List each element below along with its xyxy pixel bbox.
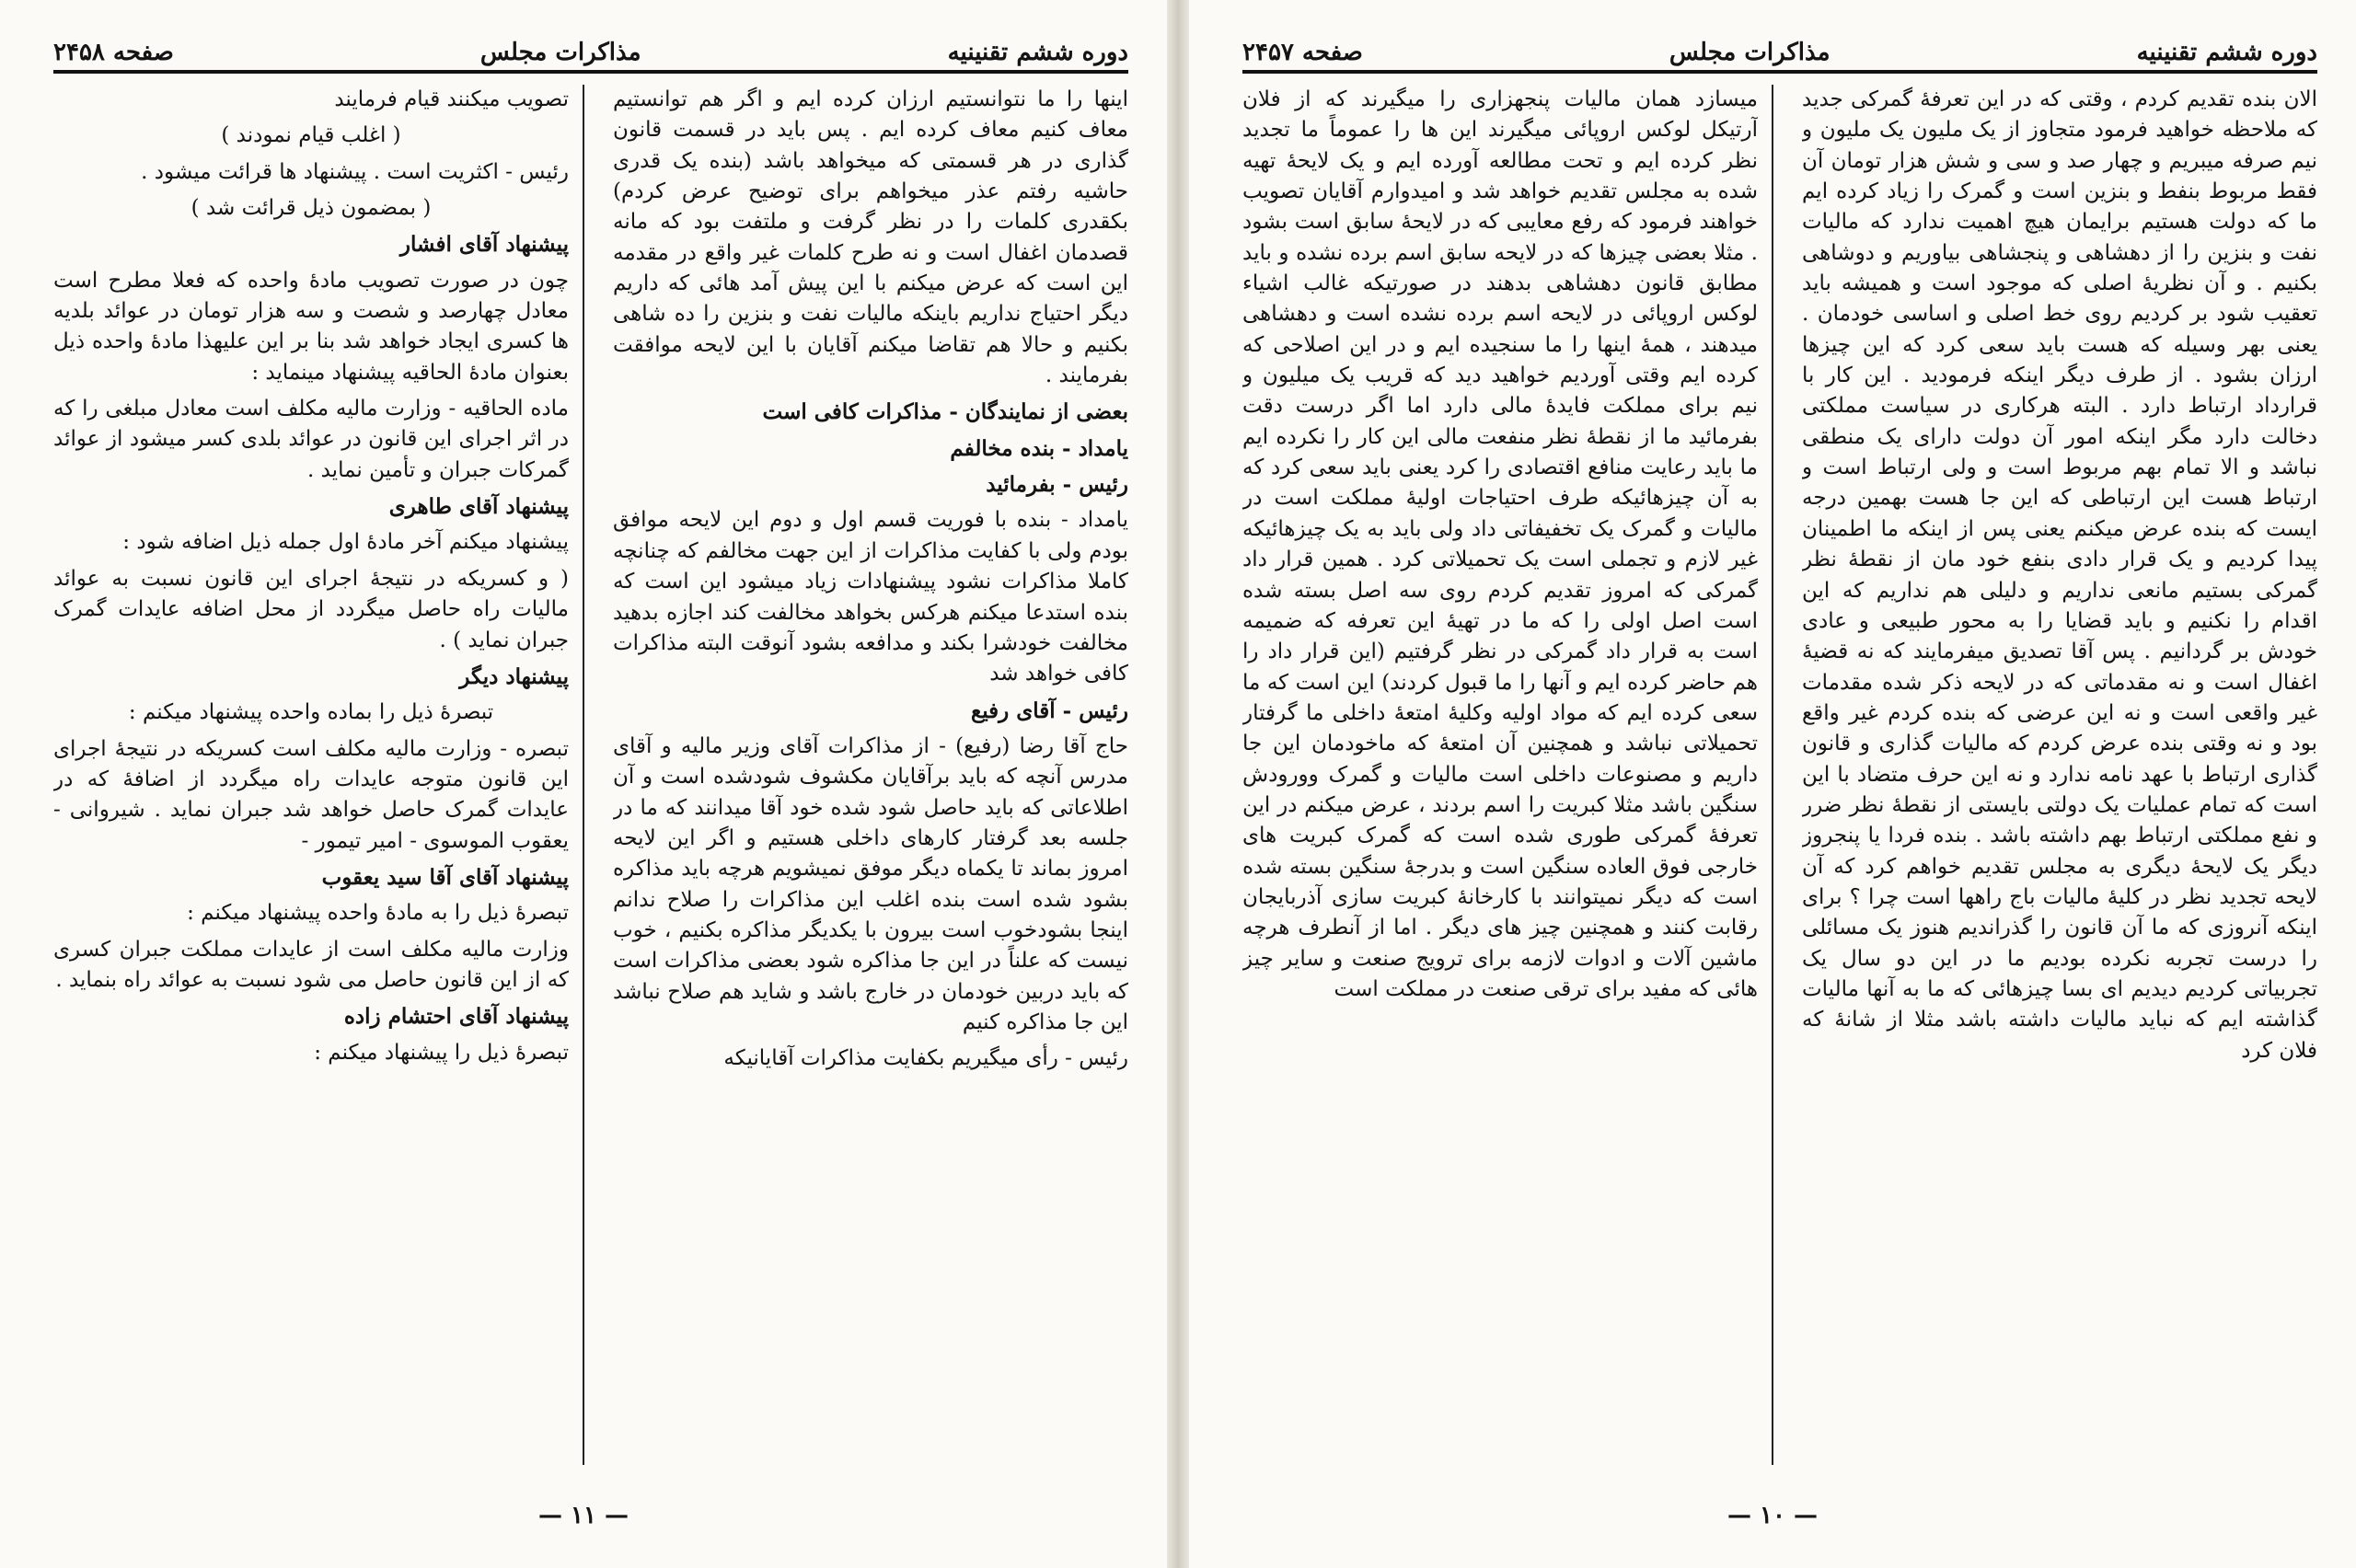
- paragraph: تبصرهٔ ذیل را به مادهٔ واحده پیشنهاد میکنم :: [187, 901, 569, 926]
- paragraph: میسازد همان مالیات پنجهزاری را میگیرند که از فلان آرتیکل لوکس اروپائی میگیرند این ها را عموماً ما تجدید نظر کرده ایم و تحت مطالعه آورده ایم و یک لایحهٔ تهیه شده به مجلس تقدیم خواهد شد و امیدوارم آقایان تصویب خواهند فرمود که رفع معایبی که در لایحهٔ سابق است بشود . مثلا بعضی چیزها که در لایحه سابق اسم برده نشده و باید مطابق قانون دهشاهی بدهند در صورتیکه غالب اشیاء لوکس اروپائی در لایحه اسم برده نشده است و دهشاهی میدهند ، همهٔ اینها را ما سنجیده ایم و در این اصلاحی که کرده ایم وقتی آوردیم خواهید دید که قریب یک میلیون و نیم برای مملکت فایدهٔ مالی دارد اما اگر درست دقت بفرمائید ما از نقطهٔ نظر منفعت مالی این کار را نکرده ایم ما باید رعایت منافع اقتصادی را کرد یعنی باید سعی کرد که به آن چیزهائیکه طرف احتیاجات اولیهٔ مملکت است در مالیات و گمرک یک تخفیفاتی داد ولی باید به یک چیزهائیکه غیر لازم و تجملی است یک تحمیلاتی کرد . همین قرار داد گمرکی که امروز تقدیم کردم روی سه اصل بسته شده است اصل اولی را که ما در تهیهٔ این تعرفه که ضمیمه است به قرار داد گمرکی در نظر گرفتیم (این قرار داد را هم حاضر کرده ایم و آنها را ما قبول کردند) این است که ما سعی کرده ایم که مواد اولیه وکلیهٔ امتعهٔ داخلی ما گرفتار تحمیلاتی نباشد و همچنین آن امتعهٔ که ماخودمان این جا داریم و مصنوعات داخلی است مالیات و گمرک وورودش سنگین باشد مثلا کبریت را اسم بردند ، عرض میکنم در این تعرفهٔ گمرکی طوری شده است که گمرک کبریت های خارجی فوق العاده سنگین است و بدرجهٔ سنگین بسته شده است که دیگر نمیتوانند با کارخانهٔ کبریت سازی آذربایجان رقابت کنند و همچنین چیز های دیگر . اما از آنطرف هرچه ماشین آلات و ادوات لازمه برای ترویج صنعت و سایر چیز هائی که مفید برای ترقی صنعت در مملکت است: [1242, 87, 1758, 1001]
- paragraph: تصویب میکنند قیام فرمایند: [334, 87, 569, 111]
- page-number-label: صفحه ۲۴۵۸: [53, 39, 174, 66]
- paragraph: ( اغلب قیام نمودند ): [221, 123, 401, 148]
- text-column-left: [53, 85, 569, 1465]
- header-rule: [1242, 70, 2317, 74]
- column-divider: [1772, 85, 1773, 1465]
- text-column-right: [613, 85, 1128, 1465]
- book-gutter: [1167, 0, 1189, 1568]
- paragraph: الان بنده تقدیم کردم ، وقتی که در این تعرفهٔ گمرکی جدید که ملاحظه خواهید فرمود متجاوز از یک ملیون یک ملیون و نیم صرفه میبریم و چهار صد و سی و شش هزار تومان آن فقط مربوط بنفط و بنزین است و گمرک را زیاد کرده ایم ما که دولت هستیم برایمان هیچ اهمیت ندارد که مالیات نفت و بنزین را از دهشاهی و پنجشاهی بیاوریم و دوشاهی بکنیم . و آن نظریهٔ اصلی که موجود است و همیشه باید تعقیب شود بر کردیم روی خط اصلی و اساسی خودمان . یعنی بهر وسیله که هست باید سعی کرد که این چیزها ارزان بشود . از طرف دیگر اینکه فرمودید . این کار با قرارداد ارتباط دارد . البته هرکاری در سیاست مملکتی دخالت دارد مگر اینکه امور آن دولت دارای یک منطقی نباشد و الا تمام بهم مربوط است و ولی ارتباط است و ارتباط هست این ارتباطی که این جا هست بهمین درجه ایست که بنده عرض میکنم یعنی پس از اینکه ما اطمینان پیدا کردیم و یک قرار دادی بنفع خود مان از نقطهٔ نظر گمرکی بستیم مانعی نداریم و دلیلی هم نداریم که این اقدام را نکنیم و باید قضایا را به محور طبیعی و عادی خودش بر گردانیم . پس آقا تصدیق میفرمایند که نه قضیهٔ اغفال است و نه مقدماتی که در لایحه ذکر شده مقدمات غیر واقعی است و نه این عرضی که بنده کردم غیر واقع بود و نه وقتی بنده عرض کردم که مالیات گذاری و قانون گذاری ارتباط با عهد نامه ندارد و نه این حرف متضاد با این است که تمام عملیات یک دولتی بایستی از نقطهٔ نظر ضرر و نفع مملکتی ارتباط بهم داشته باشد . بنده فردا یا پنجروز دیگر یک لایحهٔ دیگری به مجلس تقدیم خواهم کرد که آن لایحه تجدید نظر در کلیهٔ مالیات باج راهها است چرا ؟ برای اینکه آنروزی که ما آن قانون را گذراندیم هنوز یک مسائلی را درست تجربه نکرده بودیم ما در این دو سال یک تجربیاتی کردیم دیدیم ای بسا چیزهائی که ما به آنها مالیات گذاشته ایم که نباید مالیات داشته باشد مثلا از شانهٔ که فلان کرد: [1802, 87, 2317, 1063]
- paragraph: ( و کسریکه در نتیجهٔ اجرای این قانون نسبت به عوائد مالیات راه حاصل میگردد از محل اضافه عایدات گمرک جبران نماید ) .: [53, 566, 569, 652]
- paragraph: پیشنهاد میکنم آخر مادهٔ اول جمله ذیل اضافه شود :: [122, 530, 569, 555]
- parliament-period: دوره ششم تقنینیه: [947, 39, 1128, 66]
- paragraph: یامداد - بنده با فوریت قسم اول و دوم این لایحه موافق بودم ولی با کفایت مذاکرات از این جهت مخالفم که چنانچه کاملا مذاکرات نشود پیشنهادات زیاد میشود این است که بنده استدعا میکنم هرکس بخواهد مخالفت کند اجازه بدهید مخالفت خودشرا بکند و مدافعه بشود آنوقت البته مذاکرات کافی خواهد شد: [613, 508, 1128, 686]
- paragraph: پیشنهاد آقای طاهری: [388, 494, 569, 520]
- text-column-right: [1802, 85, 2317, 1465]
- paragraph: تبصرهٔ ذیل را پیشنهاد میکنم :: [314, 1040, 569, 1065]
- page-footer-number: — ۱۰ —: [1727, 1502, 1819, 1529]
- paragraph: تبصرهٔ ذیل را بماده واحده پیشنهاد میکنم :: [128, 700, 494, 725]
- paragraph: ( بمضمون ذیل قرائت شد ): [191, 196, 432, 221]
- paragraph: پیشنهاد آقای احتشام زاده: [343, 1004, 569, 1030]
- left-page: [0, 0, 1167, 1568]
- right-page: [1189, 0, 2356, 1568]
- paragraph: رئیس - آقای رفیع: [970, 698, 1128, 723]
- parliament-period: دوره ششم تقنینیه: [2136, 39, 2317, 66]
- paragraph: پیشنهاد آقای آقا سید یعقوب: [321, 864, 569, 890]
- paragraph: رئیس - اکثریت است . پیشنهاد ها قرائت میشود .: [141, 159, 569, 184]
- column-divider: [583, 85, 584, 1465]
- paragraph: ماده الحاقیه - وزارت مالیه مکلف است معادل مبلغی را که در اثر اجرای این قانون در عوائد بلدی کسر میشود از عوائد گمرکات جبران و تأمین نماید .: [53, 397, 569, 482]
- paragraph: چون در صورت تصویب مادهٔ واحده که فعلا مطرح است معادل چهارصد و شصت و سه هزار تومان در عوائد بلدیه ها کسری ایجاد خواهد شد بنا بر این علیهذا مادهٔ واحده ذیل بعنوان مادهٔ الحاقیه پیشنهاد مینماید :: [53, 268, 569, 385]
- paragraph: رئیس - رأی میگیریم بکفایت مذاکرات آقایانیکه: [723, 1046, 1128, 1071]
- page-number-label: صفحه ۲۴۵۷: [1242, 39, 1363, 66]
- journal-title: مذاکرات مجلس: [1669, 39, 1831, 66]
- paragraph: بعضی از نمایندگان - مذاکرات کافی است: [762, 399, 1128, 425]
- journal-title: مذاکرات مجلس: [479, 39, 641, 66]
- header-rule: [53, 70, 1128, 74]
- page-header: [1242, 26, 2317, 66]
- paragraph: تبصره - وزارت مالیه مکلف است کسریکه در نتیجهٔ اجرای این قانون متوجه عایدات راه میگردد از اضافهٔ که در عایدات گمرک حاصل خواهد شد جبران نماید . شیروانی - یعقوب الموسوی - امیر تیمور -: [53, 736, 569, 853]
- page-header: [53, 26, 1128, 66]
- paragraph: وزارت مالیه مکلف است از عایدات مملکت جبران کسری که از این قانون حاصل می شود نسبت به عوائد راه بنماید .: [53, 937, 569, 992]
- paragraph: حاج آقا رضا (رفیع) - از مذاکرات آقای وزیر مالیه و آقای مدرس آنچه که باید برآقایان مکشوف شودشده است و آن اطلاعاتی که باید حاصل شود شده خود آقا میدانند که ما در جلسه بعد گرفتار کارهای داخلی هستیم و اگر این لایحه امروز بماند تا یکماه دیگر موفق نمیشویم هرچه باید مذاکره بشود شده است بنده اغلب این مذاکرات را صلاح ندانم اینجا بشودخوب است بیرون با یکدیگر مذاکره بکنیم ، خوب نیست که علناً در این جا مذاکره شود بعضی مذاکرات است که باید دربین خودمان در خارج باشد و شاید هم صلاح نباشد این جا مذاکره کنیم: [613, 733, 1128, 1034]
- paragraph: رئیس - بفرمائید: [986, 472, 1128, 498]
- paragraph: یامداد - بنده مخالفم: [950, 435, 1128, 461]
- text-column-left: [1242, 85, 1758, 1465]
- page-footer-number: — ۱۱ —: [537, 1502, 629, 1529]
- paragraph: اینها را ما نتوانستیم ارزان کرده ایم و اگر هم توانستیم معاف کنیم معاف کرده ایم . پس باید در قسمت قانون گذاری در هر قسمتی که میخواهد باشد (بنده یک قدری حاشیه رفتم عذر میخواهم برای توضیح عرض کردم) بکقدری کلمات را در نظر گرفت و ملتفت بود که مانه قصدمان اغفال است و نه طرح کلمات غیر واقع در مقدمه این است که عرض میکنم با این پیش آمد هائی که داریم دیگر احتیاج نداریم باینکه مالیات نفت و بنزین را ده شاهی بکنیم و حالا هم تقاضا میکنم آقایان با این لایحه موافقت بفرمایند .: [613, 87, 1128, 388]
- paragraph: پیشنهاد دیگر: [459, 663, 569, 689]
- paragraph: پیشنهاد آقای افشار: [399, 232, 569, 258]
